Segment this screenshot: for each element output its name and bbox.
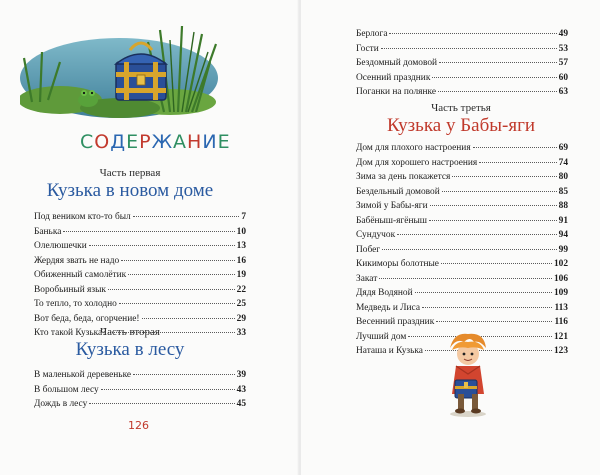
toc-entry[interactable]	[356, 315, 568, 330]
toc-entry-page: 102	[553, 259, 568, 269]
dot-leader	[422, 306, 552, 308]
heading-letter: С	[80, 131, 95, 153]
dot-leader	[430, 204, 557, 206]
toc-entry-page: 39	[236, 370, 246, 380]
dot-leader	[379, 277, 552, 279]
heading-letter: Д	[110, 131, 127, 153]
toc-entry[interactable]	[356, 156, 568, 171]
toc-entry-page: 19	[236, 270, 246, 280]
toc-entry-page: 88	[558, 201, 568, 211]
part1-heading	[30, 167, 230, 202]
toc-entry-title: Олелюшечки	[34, 241, 87, 251]
toc-entry[interactable]	[356, 56, 568, 71]
dot-leader	[133, 373, 235, 375]
dot-leader	[441, 262, 552, 264]
toc-entry-title: То тепло, то холодно	[34, 299, 117, 309]
toc-entry-title: Кто такой Кузька?	[34, 328, 107, 338]
toc-entry[interactable]	[34, 383, 246, 398]
toc-entry-title: Дождь в лесу	[34, 399, 88, 409]
toc-entry-title: Дом для плохого настроения	[356, 143, 471, 153]
toc-entry[interactable]	[356, 71, 568, 86]
toc-entry[interactable]	[356, 272, 568, 287]
toc-entry[interactable]	[34, 312, 246, 327]
toc-entry-page: 22	[236, 284, 246, 295]
toc-entry-page: 106	[553, 273, 568, 284]
toc-entry-title: Побег	[356, 244, 381, 255]
toc-entry-page: 29	[236, 313, 246, 324]
toc-entry-title: Воробьиный язык	[34, 284, 106, 295]
toc-entry-page: 121	[553, 331, 568, 342]
dot-leader	[397, 233, 556, 235]
toc-entry-page: 49	[558, 29, 568, 39]
toc-entry[interactable]	[34, 210, 246, 225]
left-page	[0, 0, 299, 475]
dot-leader	[382, 248, 557, 250]
heading-letter: А	[173, 131, 188, 153]
toc-entry-title: Лучший дом	[356, 331, 407, 342]
toc-entry-page: 45	[236, 399, 246, 409]
toc-entry-title: В маленькой деревеньке	[34, 370, 132, 380]
part2-title: Кузька в лесу	[75, 339, 185, 360]
dot-leader	[381, 47, 557, 49]
part2-entry-list	[34, 368, 246, 412]
toc-entry-page: 109	[553, 288, 568, 298]
toc-entry[interactable]	[356, 301, 568, 316]
toc-entry-page: 116	[554, 317, 568, 327]
dot-leader	[389, 32, 556, 34]
toc-entry-title: Медведь и Лиса	[356, 302, 420, 313]
toc-entry-page: 33	[236, 328, 246, 338]
toc-entry-page: 63	[558, 87, 568, 97]
toc-entry-title: Осенний праздник	[356, 72, 431, 83]
toc-entry[interactable]	[356, 170, 568, 185]
heading-letter: Е	[126, 131, 140, 153]
heading-letter: Е	[217, 131, 231, 153]
dot-leader	[89, 402, 234, 404]
toc-entry[interactable]	[356, 141, 568, 156]
toc-entry[interactable]	[34, 225, 246, 240]
toc-entry[interactable]	[34, 297, 246, 312]
toc-entry-page: 60	[558, 72, 568, 83]
toc-entry[interactable]	[356, 214, 568, 229]
toc-entry-page: 57	[558, 58, 568, 68]
toc-entry[interactable]	[356, 257, 568, 272]
toc-entry-title: Бездомный домовой	[356, 58, 438, 68]
toc-entry[interactable]	[34, 283, 246, 298]
toc-entry-title: Кикиморы болотные	[356, 259, 439, 269]
toc-entry-title: Наташа и Кузька	[356, 346, 423, 356]
toc-entry[interactable]	[34, 397, 246, 412]
toc-entry-page: 91	[558, 215, 568, 226]
toc-entry-title: Обиженный самолётик	[34, 270, 127, 280]
dot-leader	[438, 90, 557, 92]
toc-entry[interactable]	[356, 42, 568, 57]
toc-entry-title: Зимой у Бабы-яги	[356, 201, 428, 211]
heading-letter: И	[202, 131, 218, 153]
toc-entry-page: 16	[236, 255, 246, 266]
dot-leader	[128, 273, 234, 275]
toc-heading	[80, 131, 231, 153]
toc-entry[interactable]	[34, 254, 246, 269]
treasure-chest-and-frog-icon	[20, 22, 218, 120]
toc-entry-page: 7	[241, 212, 246, 222]
toc-entry[interactable]	[356, 199, 568, 214]
toc-entry-page: 113	[554, 302, 568, 313]
toc-entry[interactable]	[34, 368, 246, 383]
dot-leader	[108, 288, 235, 290]
toc-entry-page: 25	[236, 299, 246, 309]
toc-entry[interactable]	[34, 268, 246, 283]
toc-entry-page: 10	[236, 226, 246, 237]
dot-leader	[119, 302, 235, 304]
toc-entry-title: Зима за день покажется	[356, 172, 451, 182]
part1-entry-list	[34, 210, 246, 341]
toc-entry[interactable]	[356, 85, 568, 100]
toc-entry-title: Дядя Водяной	[356, 288, 413, 298]
toc-entry-title: Дом для хорошего настроения	[356, 157, 478, 168]
toc-entry-title: Гости	[356, 43, 379, 54]
dot-leader	[436, 320, 552, 322]
dot-leader	[473, 146, 557, 148]
toc-entry-title: Вот беда, беда, огорчение!	[34, 313, 140, 324]
dot-leader	[133, 215, 240, 217]
toc-entry-page: 13	[236, 241, 246, 251]
part2-heading	[30, 326, 230, 361]
toc-entry-title: Сундучок	[356, 230, 396, 240]
dot-leader	[142, 317, 235, 319]
dot-leader	[101, 388, 235, 390]
toc-entry-page: 74	[558, 157, 568, 168]
kuzka-with-chest-icon	[440, 330, 496, 418]
toc-entry-page: 53	[558, 43, 568, 54]
dot-leader	[63, 230, 234, 232]
part1-title: Кузька в новом доме	[46, 180, 214, 201]
toc-entry-page: 80	[558, 172, 568, 182]
toc-entry-title: Жердяя звать не надо	[34, 255, 120, 266]
toc-entry[interactable]	[356, 27, 568, 42]
toc-entry-title: Весенний праздник	[356, 317, 435, 327]
part1-label: Часть первая	[99, 167, 161, 179]
toc-entry[interactable]	[356, 286, 568, 301]
dot-leader	[415, 291, 552, 293]
part3-entry-list	[356, 141, 568, 359]
dot-leader	[442, 190, 557, 192]
toc-entry[interactable]	[356, 185, 568, 200]
toc-entry-page: 85	[558, 186, 568, 197]
toc-entry-page: 69	[558, 143, 568, 153]
toc-entry-page: 43	[236, 384, 246, 395]
part3-label: Часть третья	[431, 102, 491, 114]
heading-letter: О	[94, 131, 111, 153]
toc-entry-title: В большом лесу	[34, 384, 99, 395]
dot-leader	[432, 76, 556, 78]
toc-entry-title: Берлога	[356, 29, 388, 39]
dot-leader	[479, 161, 556, 163]
part3-heading	[361, 102, 561, 137]
part2-label: Часть вторая	[99, 326, 160, 338]
part3-title: Кузька у Бабы-яги	[386, 115, 536, 136]
part2-continued-entry-list	[356, 27, 568, 100]
toc-entry-title: Закат	[356, 273, 378, 284]
toc-entry-page: 94	[558, 230, 568, 240]
toc-entry-title: Поганки на полянке	[356, 87, 436, 97]
dot-leader	[452, 175, 556, 177]
toc-entry-title: Бабёныш-ягёныш	[356, 215, 427, 226]
heading-letter: Р	[139, 131, 152, 153]
toc-entry[interactable]	[356, 243, 568, 258]
dot-leader	[89, 244, 235, 246]
heading-letter: Н	[187, 131, 203, 153]
toc-entry-title: Под веником кто-то был	[34, 212, 131, 222]
heading-letter: Ж	[151, 131, 174, 153]
toc-entry[interactable]	[34, 239, 246, 254]
toc-entry-page: 123	[553, 346, 568, 356]
page-number: 126	[128, 419, 149, 432]
dot-leader	[121, 259, 234, 261]
toc-entry-page: 99	[558, 244, 568, 255]
toc-entry[interactable]	[356, 228, 568, 243]
dot-leader	[429, 219, 557, 221]
toc-entry-title: Банька	[34, 226, 62, 237]
dot-leader	[439, 61, 557, 63]
toc-entry-title: Бездельный домовой	[356, 186, 440, 197]
